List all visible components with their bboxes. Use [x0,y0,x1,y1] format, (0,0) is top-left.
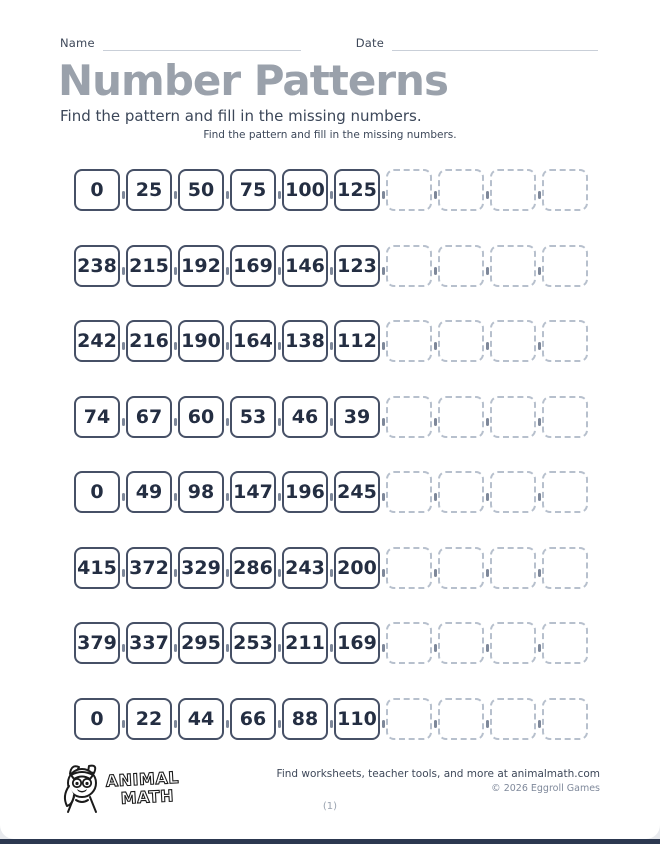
number-box: 138 [282,320,328,362]
pattern-row [74,471,588,513]
footer-text [277,760,600,794]
number-box: 146 [282,245,328,287]
pattern-row [74,547,588,589]
box-separator [330,191,333,199]
number-box: 60 [178,396,224,438]
blank-answer-box[interactable] [490,547,536,589]
number-box: 46 [282,396,328,438]
blank-answer-box[interactable] [438,622,484,664]
blank-answer-box[interactable] [386,320,432,362]
box-separator [538,342,541,350]
blank-answer-box[interactable] [386,471,432,513]
box-separator [278,191,281,199]
number-box: 75 [230,169,276,211]
blank-answer-box[interactable] [438,169,484,211]
pattern-row [74,396,588,438]
blank-answer-box[interactable] [490,622,536,664]
name-date-row [60,36,598,51]
box-separator [434,342,437,350]
box-separator [382,644,385,652]
box-separator [278,720,281,728]
blank-answer-box[interactable] [386,547,432,589]
number-box: 110 [334,698,380,740]
box-separator [538,720,541,728]
box-separator [486,342,489,350]
box-separator [330,569,333,577]
number-box: 49 [126,471,172,513]
blank-answer-box[interactable] [490,245,536,287]
number-box: 169 [230,245,276,287]
number-box: 329 [178,547,224,589]
blank-answer-box[interactable] [386,396,432,438]
box-separator [434,267,437,275]
box-separator [382,267,385,275]
box-separator [538,644,541,652]
blank-answer-box[interactable] [542,320,588,362]
name-input-line[interactable] [103,37,301,51]
box-separator [226,493,229,501]
number-box: 243 [282,547,328,589]
box-separator [278,267,281,275]
number-box: 100 [282,169,328,211]
blank-answer-box[interactable] [490,396,536,438]
box-separator [122,720,125,728]
box-separator [226,418,229,426]
number-box: 245 [334,471,380,513]
box-separator [122,191,125,199]
instruction-small: Find the pattern and fill in the missing numbers. [203,129,457,141]
blank-answer-box[interactable] [438,320,484,362]
box-separator [538,569,541,577]
box-separator [122,267,125,275]
box-separator [382,418,385,426]
number-box: 98 [178,471,224,513]
number-box: 242 [74,320,120,362]
number-box: 123 [334,245,380,287]
number-box: 50 [178,169,224,211]
box-separator [486,720,489,728]
box-separator [434,569,437,577]
number-box: 0 [74,698,120,740]
subtitle: Find the pattern and fill in the missing numbers. [60,107,422,125]
pattern-row [74,245,588,287]
number-box: 190 [178,320,224,362]
box-separator [330,493,333,501]
blank-answer-box[interactable] [490,320,536,362]
number-box: 337 [126,622,172,664]
blank-answer-box[interactable] [386,245,432,287]
box-separator [382,342,385,350]
number-box: 0 [74,471,120,513]
box-separator [122,644,125,652]
pattern-row [74,169,588,211]
number-box: 216 [126,320,172,362]
number-box: 415 [74,547,120,589]
blank-answer-box[interactable] [386,169,432,211]
number-box: 125 [334,169,380,211]
number-box: 192 [178,245,224,287]
box-separator [434,493,437,501]
box-separator [122,493,125,501]
number-box: 286 [230,547,276,589]
date-field [356,36,598,51]
blank-answer-box[interactable] [490,169,536,211]
page-title: Number Patterns [58,56,448,105]
name-label: Name [60,36,95,50]
box-separator [382,720,385,728]
pattern-row [74,622,588,664]
number-box: 74 [74,396,120,438]
number-box: 211 [282,622,328,664]
box-separator [174,644,177,652]
blank-answer-box[interactable] [438,396,484,438]
pattern-row [74,320,588,362]
blank-answer-box[interactable] [542,547,588,589]
box-separator [538,191,541,199]
box-separator [122,342,125,350]
box-separator [174,342,177,350]
box-separator [278,569,281,577]
box-separator [174,418,177,426]
number-box: 200 [334,547,380,589]
box-separator [382,493,385,501]
number-box: 164 [230,320,276,362]
footer-promo: Find worksheets, teacher tools, and more at animalmath.com [276,768,600,780]
box-separator [330,342,333,350]
number-box: 0 [74,169,120,211]
box-separator [174,569,177,577]
box-separator [330,418,333,426]
box-separator [226,267,229,275]
box-separator [226,191,229,199]
number-box: 44 [178,698,224,740]
box-separator [278,418,281,426]
blank-answer-box[interactable] [490,698,536,740]
blank-answer-box[interactable] [542,698,588,740]
number-box: 22 [126,698,172,740]
blank-answer-box[interactable] [542,245,588,287]
number-box: 372 [126,547,172,589]
page-number: (1) [322,801,338,812]
box-separator [434,418,437,426]
box-separator [330,720,333,728]
number-box: 39 [334,396,380,438]
blank-answer-box[interactable] [438,698,484,740]
box-separator [434,191,437,199]
date-input-line[interactable] [392,37,598,51]
blank-answer-box[interactable] [542,622,588,664]
footer-copyright: © 2026 Eggroll Games [491,783,600,794]
number-box: 147 [230,471,276,513]
number-box: 67 [126,396,172,438]
box-separator [382,191,385,199]
logo-text-animal: ANIMAL [105,767,180,791]
number-box: 88 [282,698,328,740]
number-box: 295 [178,622,224,664]
blank-answer-box[interactable] [438,547,484,589]
box-separator [226,569,229,577]
box-separator [278,644,281,652]
box-separator [486,418,489,426]
date-label: Date [355,36,385,50]
box-separator [486,191,489,199]
box-separator [174,720,177,728]
box-separator [434,644,437,652]
number-box: 379 [74,622,120,664]
blank-answer-box[interactable] [542,169,588,211]
box-separator [486,493,489,501]
number-box: 66 [230,698,276,740]
box-separator [538,418,541,426]
blank-answer-box[interactable] [386,698,432,740]
box-separator [434,720,437,728]
number-box: 169 [334,622,380,664]
number-box: 196 [282,471,328,513]
number-box: 238 [74,245,120,287]
number-box: 215 [126,245,172,287]
pattern-row [74,698,588,740]
box-separator [538,493,541,501]
box-separator [278,342,281,350]
box-separator [330,267,333,275]
box-separator [226,720,229,728]
box-separator [486,644,489,652]
box-separator [538,267,541,275]
box-separator [174,267,177,275]
number-box: 253 [230,622,276,664]
box-separator [174,493,177,501]
box-separator [122,418,125,426]
box-separator [382,569,385,577]
box-separator [174,191,177,199]
box-separator [486,569,489,577]
number-box: 25 [126,169,172,211]
blank-answer-box[interactable] [438,471,484,513]
box-separator [226,342,229,350]
blank-answer-box[interactable] [438,245,484,287]
box-separator [278,493,281,501]
number-box: 53 [230,396,276,438]
box-separator [486,267,489,275]
logo-text-math: MATH [120,786,175,808]
blank-answer-box[interactable] [542,396,588,438]
box-separator [122,569,125,577]
number-box: 112 [334,320,380,362]
box-separator [330,644,333,652]
bottom-bar [0,839,660,844]
blank-answer-box[interactable] [542,471,588,513]
name-field [60,36,301,51]
pattern-rows [74,169,588,773]
blank-answer-box[interactable] [386,622,432,664]
blank-answer-box[interactable] [490,471,536,513]
box-separator [226,644,229,652]
